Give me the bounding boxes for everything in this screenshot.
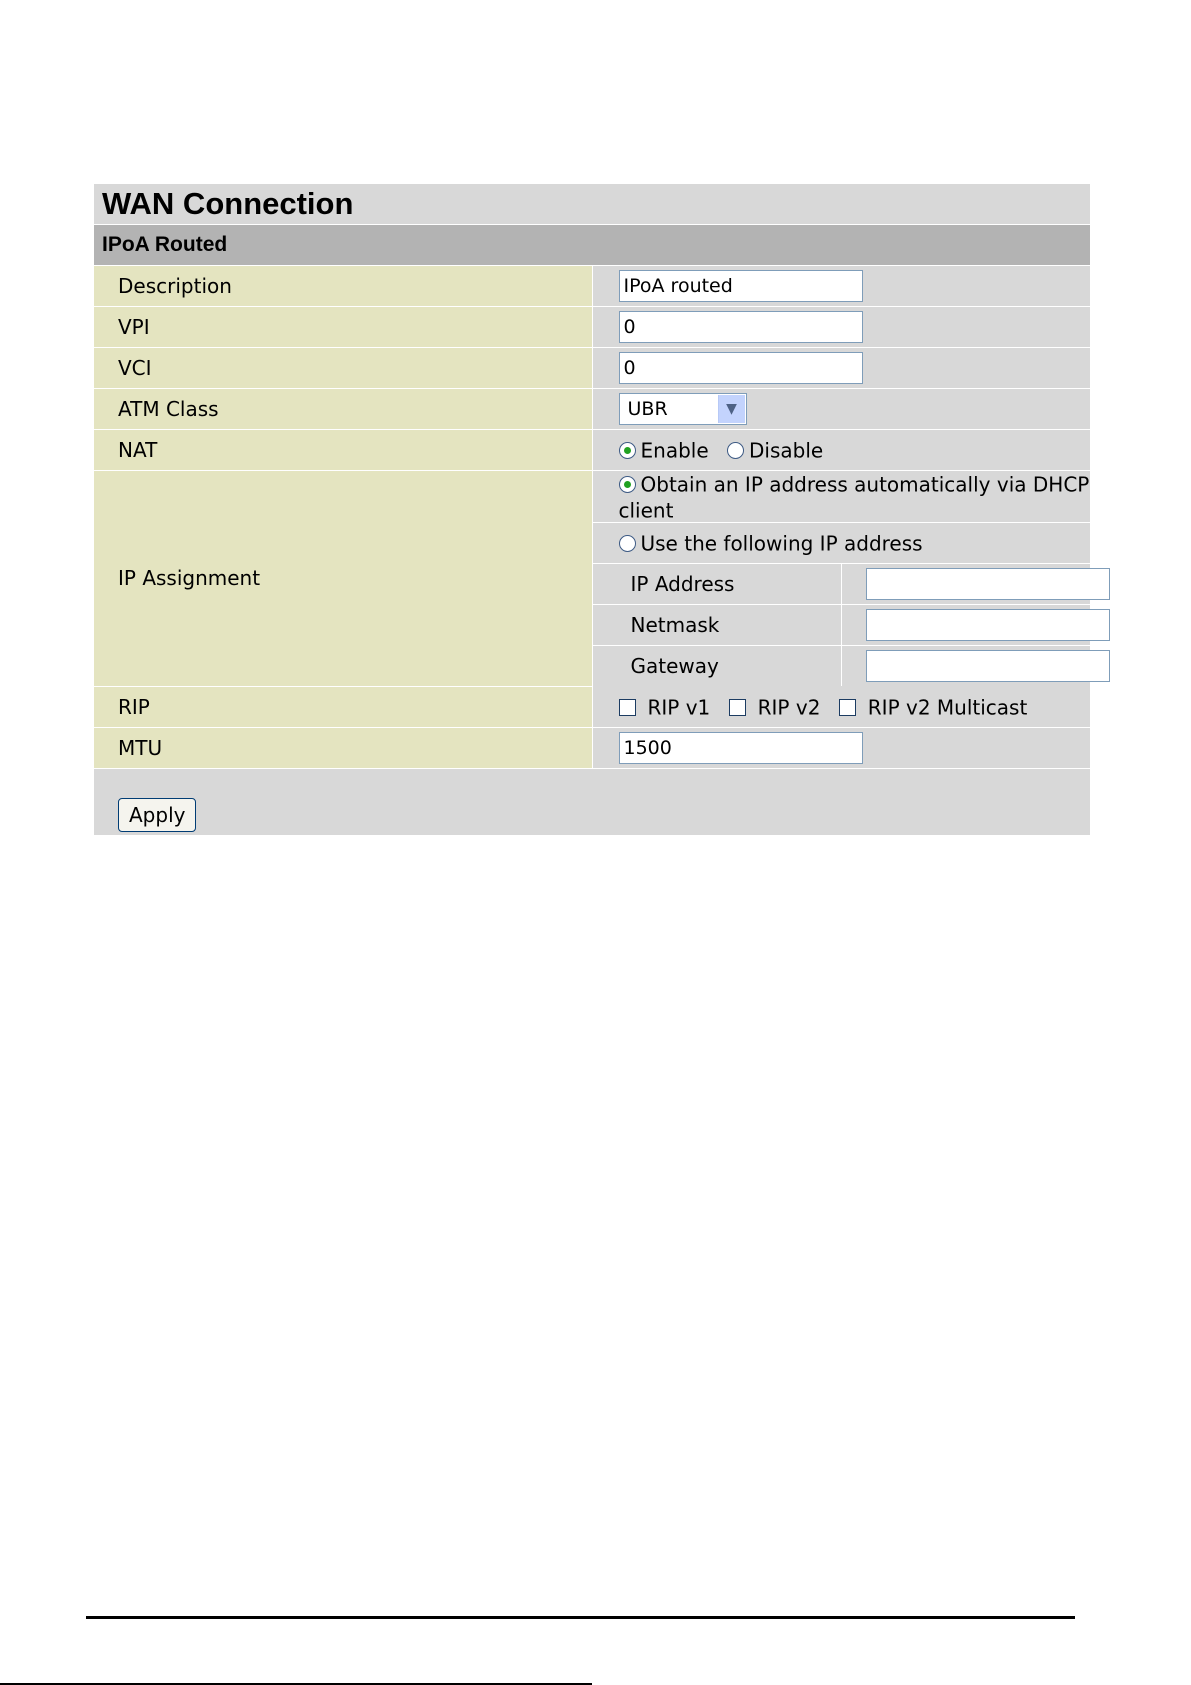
ip-assignment-table	[593, 471, 1091, 686]
nat-enable-radio[interactable]	[619, 442, 636, 459]
wan-connection-panel	[94, 184, 1090, 835]
rip-cell	[592, 686, 1090, 727]
title-cell	[94, 184, 1090, 225]
mtu-label: MTU	[94, 727, 592, 768]
description-cell	[592, 266, 1090, 307]
ip-manual-label: Use the following IP address	[640, 531, 923, 556]
rip-row	[94, 686, 1090, 727]
vci-cell	[592, 348, 1090, 389]
vpi-row	[94, 307, 1090, 348]
nat-enable-label: Enable	[640, 438, 709, 463]
ip-assignment-row	[94, 471, 1090, 687]
nat-label: NAT	[94, 430, 592, 471]
vpi-label: VPI	[94, 307, 592, 348]
apply-cell	[94, 768, 1090, 835]
gateway-label: Gateway	[593, 646, 842, 687]
atm-class-row	[94, 389, 1090, 430]
ip-address-label: IP Address	[593, 564, 842, 605]
ip-address-row	[593, 564, 1091, 605]
rip-v2-multicast-checkbox[interactable]	[839, 699, 856, 716]
subtitle-row	[94, 225, 1090, 266]
ip-manual-cell	[593, 523, 1091, 564]
atm-class-label: ATM Class	[94, 389, 592, 430]
gateway-row	[593, 646, 1091, 687]
description-row	[94, 266, 1090, 307]
nat-row	[94, 430, 1090, 471]
ip-auto-row	[593, 471, 1091, 523]
ip-address-input[interactable]	[866, 568, 1110, 600]
atm-class-select[interactable]	[619, 393, 747, 425]
apply-row	[94, 768, 1090, 835]
nat-disable-radio[interactable]	[727, 442, 744, 459]
page-divider	[86, 1616, 1075, 1619]
vci-label: VCI	[94, 348, 592, 389]
mtu-input[interactable]: 1500	[619, 732, 863, 764]
vpi-cell	[592, 307, 1090, 348]
atm-class-selected-value: UBR	[627, 398, 668, 420]
mtu-row	[94, 727, 1090, 768]
gateway-input[interactable]	[866, 650, 1110, 682]
vci-input[interactable]: 0	[619, 352, 863, 384]
netmask-input[interactable]	[866, 609, 1110, 641]
ip-manual-row	[593, 523, 1091, 564]
mtu-cell	[592, 727, 1090, 768]
netmask-label: Netmask	[593, 605, 842, 646]
ip-assignment-label: IP Assignment	[94, 471, 592, 687]
wan-connection-form	[94, 184, 1090, 835]
ip-auto-radio[interactable]	[619, 476, 636, 493]
section-title: IPoA Routed	[102, 233, 228, 256]
rip-v2-label: RIP v2	[757, 695, 821, 719]
rip-v1-label: RIP v1	[647, 695, 711, 719]
description-input[interactable]: IPoA routed	[619, 270, 863, 302]
gateway-cell	[841, 646, 1090, 687]
rip-v2-multicast-label: RIP v2 Multicast	[867, 695, 1028, 719]
rip-label: RIP	[94, 686, 592, 727]
rip-v1-checkbox[interactable]	[619, 699, 636, 716]
rip-v2-checkbox[interactable]	[729, 699, 746, 716]
vci-row	[94, 348, 1090, 389]
apply-button[interactable]: Apply	[118, 798, 196, 832]
ip-manual-radio[interactable]	[619, 535, 636, 552]
atm-class-cell	[592, 389, 1090, 430]
page-title: WAN Connection	[102, 186, 354, 221]
vpi-input[interactable]: 0	[619, 311, 863, 343]
description-label: Description	[94, 266, 592, 307]
ip-auto-cell	[593, 471, 1091, 523]
nat-cell	[592, 430, 1090, 471]
chevron-down-icon[interactable]: ▼	[718, 395, 745, 423]
nat-disable-label: Disable	[748, 438, 824, 463]
ip-assignment-cell	[592, 471, 1090, 687]
title-row	[94, 184, 1090, 225]
netmask-cell	[841, 605, 1090, 646]
netmask-row	[593, 605, 1091, 646]
ip-auto-label: Obtain an IP address automatically via DHCP client	[618, 472, 1090, 522]
subtitle-cell	[94, 225, 1090, 266]
ip-address-cell	[841, 564, 1090, 605]
